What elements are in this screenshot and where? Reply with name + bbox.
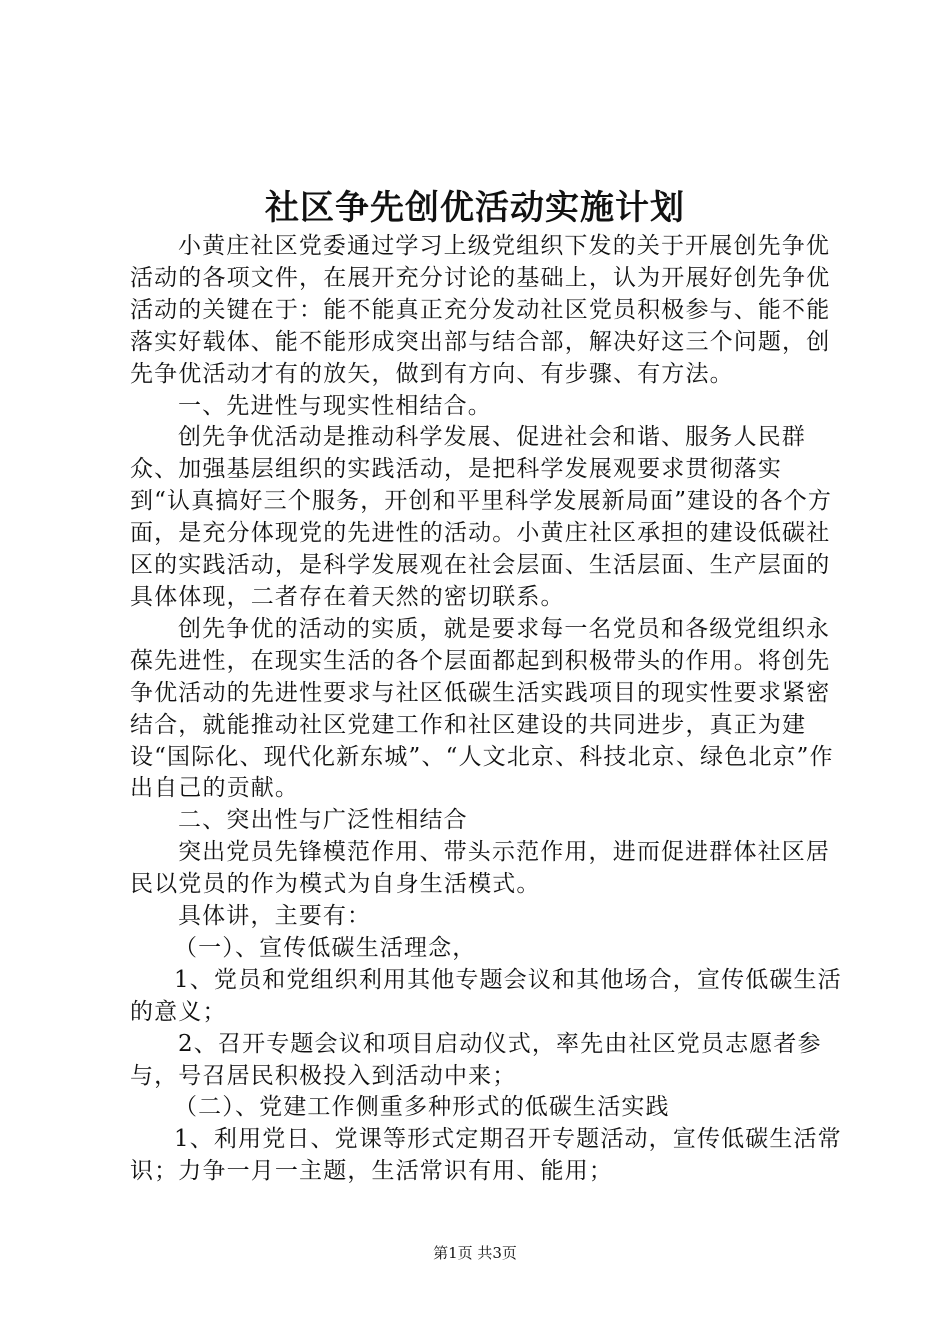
list-item: 1、利用党日、党课等形式定期召开专题活动，宣传低碳生活常识；力争一月一主题，生活常识有用、能用；: [130, 1126, 842, 1185]
paragraph: 创先争优活动是推动科学发展、促进社会和谐、服务人民群众、加强基层组织的实践活动，是把科学发展观要求贯彻落实到“认真搞好三个服务，开创和平里科学发展新局面”建设的各个方面，是充分体现党的先进性的活动。小黄庄社区承担的建设低碳社区的实践活动，是科学发展观在社会层面、生活层面、生产层面的具体体现，二者存在着天然的密切联系。: [130, 424, 833, 610]
page-footer: 第1页 共3页: [433, 1244, 517, 1262]
subsection-heading-1: （一）、宣传低碳生活理念，: [174, 934, 477, 961]
paragraph-intro: 小黄庄社区党委通过学习上级党组织下发的关于开展创先争优活动的各项文件，在展开充分讨论的基础上，认为开展好创先争优活动的关键在于：能不能真正充分发动社区党员积极参与、能不能落实好载体、能不能形成突出部与结合部，解决好这三个问题，创先争优活动才有的放矢，做到有方向、有步骤、有方法。: [130, 233, 831, 387]
document-body: [130, 231, 842, 1188]
list-item: 1、党员和党组织利用其他专题会议和其他场合，宣传低碳生活的意义；: [130, 966, 842, 1025]
document-title: 社区争先创优活动实施计划: [265, 188, 685, 228]
paragraph: 突出党员先锋模范作用、带头示范作用，进而促进群体社区居民以党员的作为模式为自身生活模式。: [130, 839, 831, 898]
subsection-heading-2: （二）、党建工作侧重多种形式的低碳生活实践: [174, 1094, 670, 1121]
section-heading-1: 一、先进性与现实性相结合。: [178, 392, 492, 419]
paragraph: 创先争优的活动的实质，就是要求每一名党员和各级党组织永葆先进性，在现实生活的各个层面都起到积极带头的作用。将创先争优活动的先进性要求与社区低碳生活实践项目的现实性要求紧密结合，就能推动社区党建工作和社区建设的共同进步，真正为建设“国际化、现代化新东城”、“人文北京、科技北京、绿色北京”作出自己的贡献。: [130, 615, 834, 802]
list-item: 2、召开专题会议和项目启动仪式，率先由社区党员志愿者参与，号召居民积极投入到活动中来；: [130, 1030, 822, 1089]
paragraph: 具体讲，主要有：: [178, 903, 372, 930]
section-heading-2: 二、突出性与广泛性相结合: [178, 807, 468, 834]
